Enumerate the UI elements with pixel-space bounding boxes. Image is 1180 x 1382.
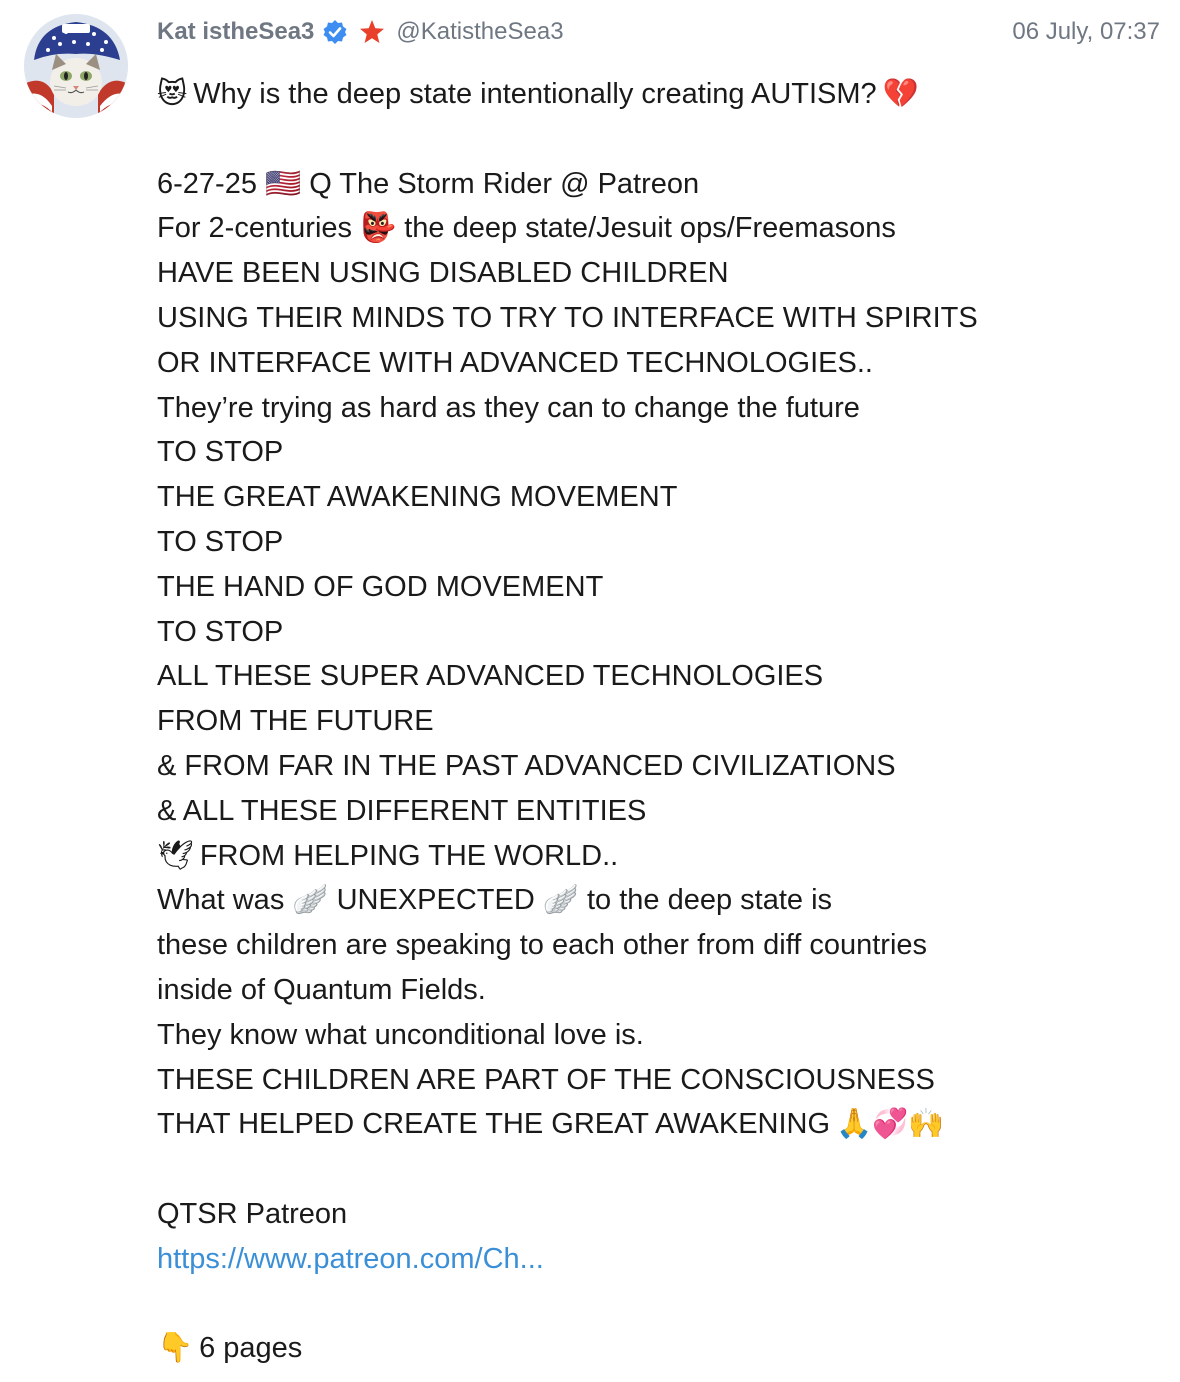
goblin-mask-emoji-icon: 👺 (360, 212, 397, 245)
post-text: What was (157, 884, 285, 917)
post-line: THE GREAT AWAKENING MOVEMENT (157, 481, 678, 514)
heart-eyes-cat-emoji-icon: 😻 (157, 78, 188, 110)
avatar[interactable] (24, 14, 128, 118)
broken-heart-emoji-icon: 💔 (882, 78, 919, 110)
post-line: They know what unconditional love is. (157, 1018, 644, 1051)
wing-emoji-icon: 🪽 (542, 884, 579, 917)
post-line (157, 1102, 1160, 1147)
post-text: For 2-centuries (157, 212, 353, 245)
post-line (157, 72, 1160, 117)
post-line (157, 878, 1160, 923)
post-text: Q The Storm Rider @ Patreon (309, 167, 700, 200)
post-line: QTSR Patreon (157, 1197, 348, 1230)
post-text: 6 pages (199, 1332, 303, 1365)
patreon-link[interactable]: https://www.patreon.com/Ch... (157, 1242, 544, 1275)
author-name[interactable]: Kat istheSea3 (157, 18, 315, 45)
blank-line (157, 1282, 1160, 1327)
post-header (157, 14, 1160, 50)
verified-check-icon (322, 19, 348, 45)
pointing-down-emoji-icon: 👇 (157, 1332, 194, 1365)
post-line: inside of Quantum Fields. (157, 973, 486, 1006)
post-line: TO STOP (157, 525, 284, 558)
post-text: UNEXPECTED (336, 884, 535, 917)
post-line (157, 1326, 1160, 1371)
post-line: ALL THESE SUPER ADVANCED TECHNOLOGIES (157, 660, 824, 693)
post-line: these children are speaking to each other from diff countries (157, 929, 928, 962)
post-line (157, 162, 1160, 207)
post-line (157, 834, 1160, 879)
post-text: FROM HELPING THE WORLD.. (199, 839, 619, 872)
post-line: THE HAND OF GOD MOVEMENT (157, 570, 604, 603)
post-line: They’re trying as hard as they can to change the future (157, 391, 860, 424)
red-star-icon (358, 18, 386, 46)
blank-line (157, 1147, 1160, 1192)
cat-with-flag-hat-avatar-icon (24, 14, 128, 118)
post-text: 6-27-25 (157, 167, 257, 200)
post-text: the deep state/Jesuit ops/Freemasons (404, 212, 896, 245)
pray-hearts-raised-hands-emoji-icon: 🙏💞🙌 (836, 1108, 945, 1141)
post-line: THESE CHILDREN ARE PART OF THE CONSCIOUSNESS (157, 1063, 935, 1096)
timestamp[interactable]: 06 July, 07:37 (1012, 18, 1160, 45)
post-text: to the deep state is (587, 884, 833, 917)
post-text: Why is the deep state intentionally creating AUTISM? (193, 78, 877, 110)
post-line: & FROM FAR IN THE PAST ADVANCED CIVILIZATIONS (157, 749, 896, 782)
post-line: & ALL THESE DIFFERENT ENTITIES (157, 794, 647, 827)
post-line: USING THEIR MINDS TO TRY TO INTERFACE WITH SPIRITS (157, 301, 978, 334)
post-line: OR INTERFACE WITH ADVANCED TECHNOLOGIES.. (157, 346, 873, 379)
post-line (157, 206, 1160, 251)
post-line: HAVE BEEN USING DISABLED CHILDREN (157, 257, 729, 290)
post-body (157, 72, 1160, 1371)
post-line (157, 1237, 1160, 1282)
blank-line (157, 117, 1160, 162)
post-text: THAT HELPED CREATE THE GREAT AWAKENING (157, 1108, 831, 1141)
dove-emoji-icon: 🕊 (157, 839, 194, 872)
post-line: TO STOP (157, 436, 284, 469)
wing-emoji-icon: 🪽 (292, 884, 329, 917)
author-handle[interactable]: @KatistheSea3 (396, 18, 564, 45)
us-flag-emoji-icon: 🇺🇸 (265, 167, 302, 200)
post-line: FROM THE FUTURE (157, 705, 434, 738)
post-line: TO STOP (157, 615, 284, 648)
